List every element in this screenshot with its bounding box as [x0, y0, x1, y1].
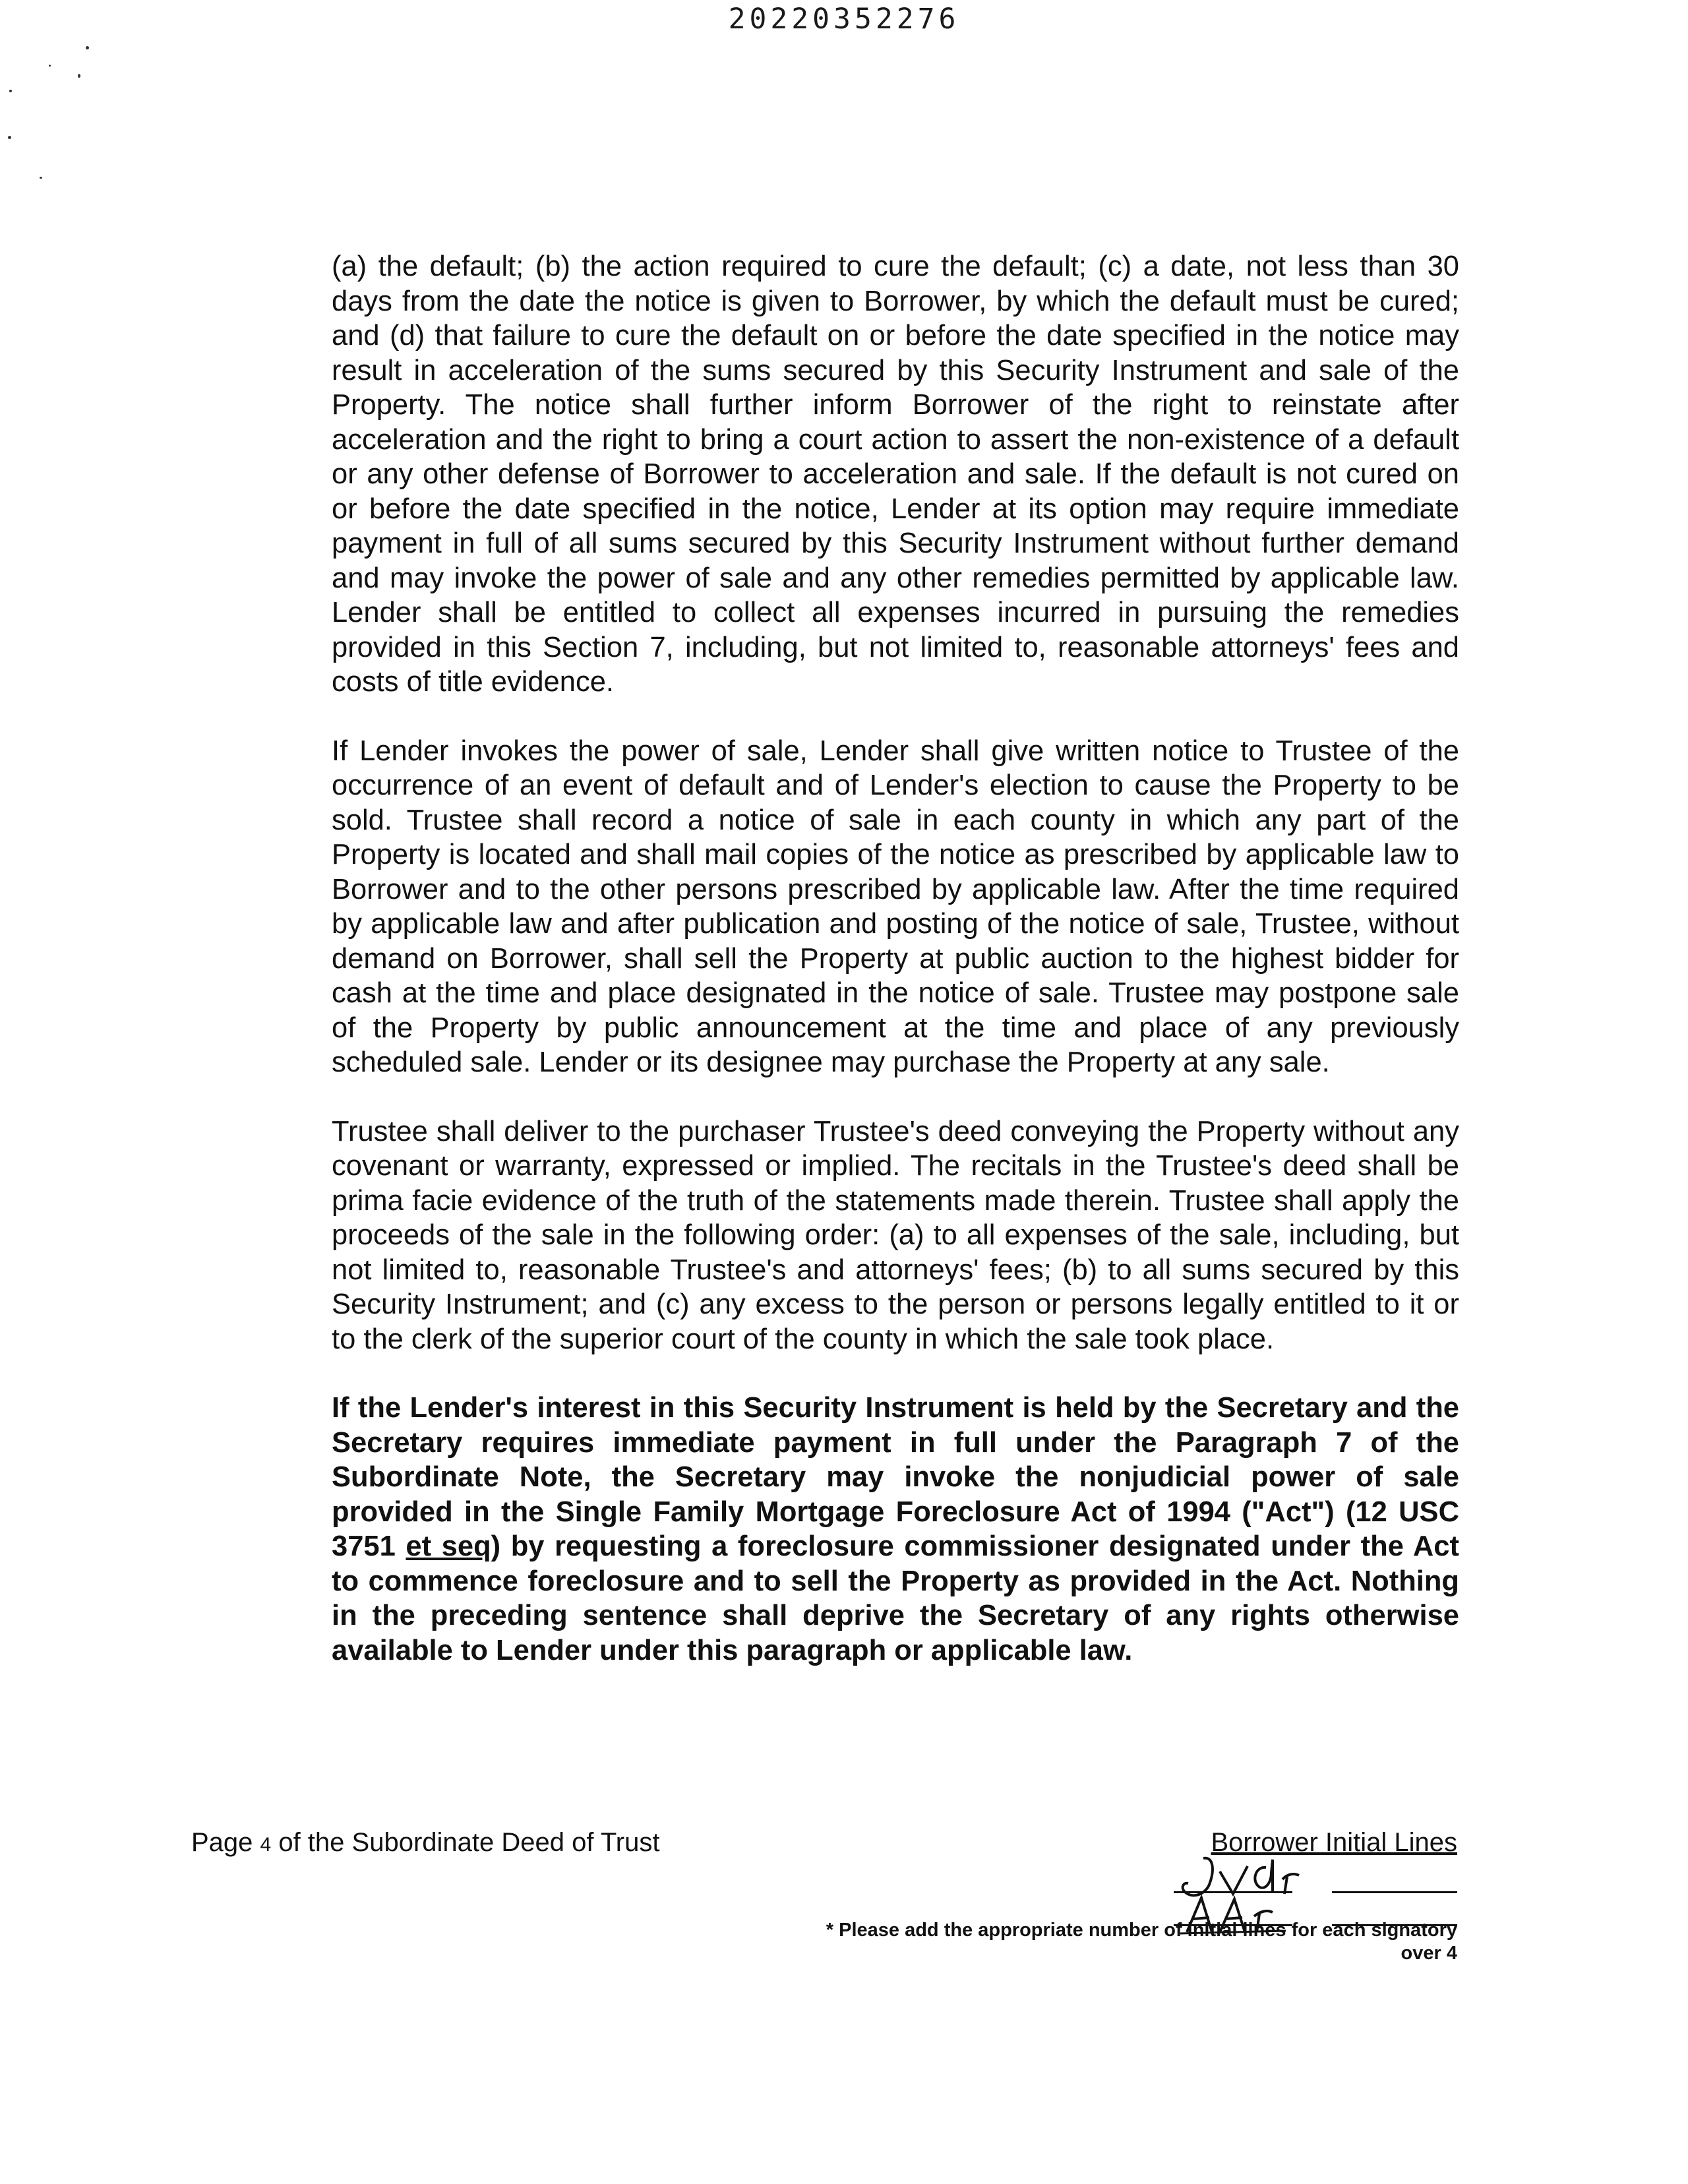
initials-instruction-note: [778, 1919, 1457, 1965]
scan-speck: [86, 46, 89, 49]
page-footer: [191, 1827, 659, 1861]
initials-note-line2: over 4: [1401, 1943, 1457, 1964]
et-seq-citation: et seq: [406, 1531, 491, 1562]
page-number: 4: [260, 1834, 272, 1856]
scan-speck: [40, 177, 42, 179]
page-label-prefix: Page: [191, 1828, 260, 1857]
paragraph-trustee-deed: Trustee shall deliver to the purchaser Trustee's deed conveying the Property without any covenant or warranty, expressed or implied. The recitals in the Trustee's deed shall be prima facie evidence of the truth of the statements made therein. Trustee shall apply the proceeds of the sale in the following order: (a) to all expenses of the sale, including, but not limited to, reasonable Trustee's and attorneys' fees; (b) to all sums secured by this Security Instrument; and (c) any excess to the person or persons legally entitled to it or to the clerk of the superior court of the county in which the sale took place.: [332, 1115, 1459, 1355]
page-label-suffix: of the Subordinate Deed of Trust: [271, 1828, 660, 1857]
document-number: 20220352276: [728, 3, 960, 36]
scan-speck: [8, 136, 11, 139]
borrower-initials-block: [778, 1827, 1457, 1998]
paragraph-secretary-foreclosure: [332, 1391, 1459, 1668]
paragraph-remedies-notice: (a) the default; (b) the action required to cure the default; (c) a date, not less than 30 days from the date the notice is given to Borrower, by which the default must be cured; and (d) that failure to cure the default on or before the date specified in the notice may result in acceleration of the sums secured by this Security Instrument and sale of the Property. The notice shall further inform Borrower of the right to reinstate after acceleration and the right to bring a court action to assert the non-existence of a default or any other defense of Borrower to acceleration and sale. If the default is not cured on or before the date specified in the notice, Lender at its option may require immediate payment in full of all sums secured by this Security Instrument without further demand and may invoke the power of sale and any other remedies permitted by applicable law. Lender shall be entitled to collect all expenses incurred in pursuing the remedies provided in this Section 7, including, but not limited to, reasonable attorneys' fees and costs of title evidence.: [332, 251, 1459, 698]
initials-note-line1: * Please add the appropriate number of initial lines for each signatory: [826, 1920, 1457, 1941]
paragraph-power-of-sale: If Lender invokes the power of sale, Lender shall give written notice to Trustee of the occurrence of an event of default and of Lender's election to cause the Property to be sold. Trustee shall record a notice of sale in each county in which any part of the Property is located and shall mail copies of the notice as prescribed by applicable law to Borrower and to the other persons prescribed by applicable law. After the time required by applicable law and after publication and posting of the notice of sale, Trustee, without demand on Borrower, shall sell the Property at public auction to the highest bidder for cash at the time and place designated in the notice of sale. Trustee may postpone sale of the Property by public announcement at the time and place of any previously scheduled sale. Lender or its designee may purchase the Property at any sale.: [332, 735, 1459, 1078]
scan-speck: [49, 65, 51, 67]
scan-speck: [9, 90, 12, 92]
initials-header: Borrower Initial Lines: [1211, 1828, 1457, 1857]
secretary-text-part2: ) by requesting a foreclosure commissioner designated under the Act to commence foreclosure and to sell the Property as provided in the Act. Nothing in the preceding sentence shall deprive the Secretary of any rights otherwise available to Lender under this paragraph or applicable law.: [332, 1531, 1459, 1666]
secretary-text-part1: If the Lender's interest in this Security Instrument is held by the Secretary and the Secretary requires immediate payment in full under the Paragraph 7 of the Subordinate Note, the Secretary may invoke the nonjudicial power of sale provided in the Single Family Mortgage Foreclosure Act of 1994 ("Act") (12 USC 3751: [332, 1392, 1459, 1562]
initial-line: [1332, 1891, 1457, 1893]
scan-speck: [78, 74, 80, 78]
document-body: [332, 249, 1459, 1702]
